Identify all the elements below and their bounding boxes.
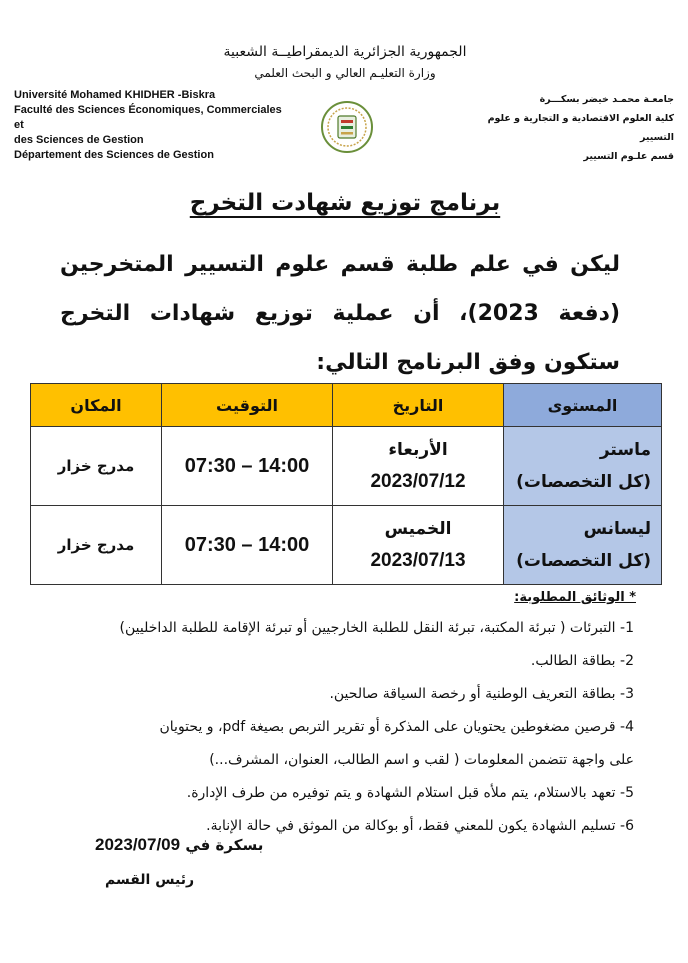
french-header-line: Département des Sciences de Gestion	[14, 149, 214, 161]
date-value: 2023/07/12	[370, 471, 466, 492]
list-item: 4- قرصين مضغوطين يحتويان على المذكرة أو تقرير التربص بصيغة pdf، و يحتويان	[159, 719, 634, 735]
header-date: التاريخ	[333, 384, 504, 427]
republic-name: الجمهورية الجزائرية الديمقراطيــة الشعبية	[223, 44, 467, 60]
list-item: 1- التبرئات ( تبرئة المكتبة، تبرئة النقل للطلبة الخارجيين أو تبرئة الإقامة للطلبة الداخليين)	[119, 620, 634, 636]
intro-paragraph: ليكن في علم طلبة قسم علوم التسيير المتخرجين (دفعة 2023)، أن عملية توزيع شهادات التخرج ستكون وفق البرنامج التالي:	[60, 252, 621, 375]
page-title: برنامج توزيع شهادت التخرج	[189, 190, 501, 216]
level-name: ليسانس	[583, 519, 651, 539]
header-place: المكان	[31, 384, 162, 427]
signature-place: بسكرة في	[185, 836, 264, 854]
table-header-row	[31, 384, 662, 427]
place-cell: مدرج خزار	[31, 506, 162, 585]
french-header-line: Université Mohamed KHIDHER -Biskra	[14, 89, 216, 101]
schedule-table	[30, 383, 662, 585]
table-row	[31, 506, 662, 585]
signature-date	[95, 835, 263, 855]
level-name: ماستر	[599, 440, 651, 460]
level-specialties: (كل التخصصات)	[516, 472, 651, 492]
day-name: الخميس	[384, 519, 452, 539]
date-cell	[333, 427, 504, 506]
ministry-name: وزارة التعليـم العالي و البحث العلمي	[254, 66, 436, 80]
level-cell	[504, 506, 662, 585]
arabic-header-line: قسم علـوم التسيير	[583, 151, 674, 162]
date-cell	[333, 506, 504, 585]
department-head-label: رئيس القسم	[105, 872, 195, 888]
list-item: 3- بطاقة التعريف الوطنية أو رخصة السياقة صالحين.	[329, 686, 634, 702]
list-item: 2- بطاقة الطالب.	[530, 653, 634, 669]
required-documents-title: * الوثائق المطلوبة:	[514, 590, 636, 605]
day-name: الأربعاء	[388, 440, 448, 460]
required-documents-list	[34, 612, 634, 843]
arabic-header	[474, 90, 674, 166]
arabic-header-line: جامعـة محمـد خيضر بسكـــرة	[539, 94, 674, 105]
arabic-header-line: كلية العلوم الاقتصادية و التجارية و علوم التسيير	[487, 113, 674, 143]
french-header-line: des Sciences de Gestion	[14, 134, 144, 146]
place-cell: مدرج خزار	[31, 427, 162, 506]
level-specialties: (كل التخصصات)	[516, 551, 651, 571]
list-item: على واجهة تتضمن المعلومات ( لقب و اسم الطالب، العنوان، المشرف...)	[209, 752, 634, 768]
time-cell: 07:30 – 14:00	[162, 427, 333, 506]
level-cell	[504, 427, 662, 506]
time-cell: 07:30 – 14:00	[162, 506, 333, 585]
french-header-line: Faculté des Sciences Économiques, Commerciales et	[14, 104, 282, 131]
french-header	[14, 88, 284, 163]
date-value: 2023/07/13	[370, 550, 466, 571]
header-level: المستوى	[504, 384, 662, 427]
list-item: 6- تسليم الشهادة يكون للمعني فقط، أو بوكالة من الموثق في حالة الإنابة.	[206, 818, 634, 834]
table-row	[31, 427, 662, 506]
signature-date-value: 2023/07/09	[95, 835, 181, 854]
list-item: 5- تعهد بالاستلام، يتم ملأه قبل استلام الشهادة و يتم توفيره من طرف الإدارة.	[186, 785, 634, 801]
university-emblem-icon	[320, 100, 374, 154]
header-time: التوقيت	[162, 384, 333, 427]
